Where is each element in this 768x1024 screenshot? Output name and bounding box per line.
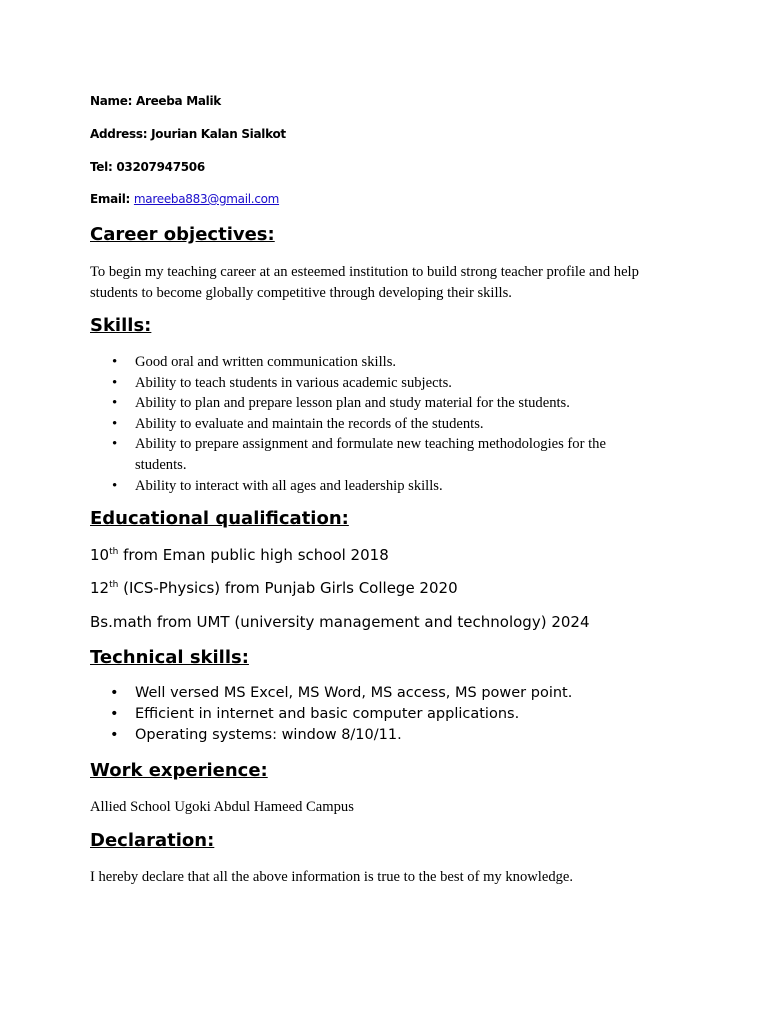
- contact-tel: [90, 160, 205, 174]
- education-text: from Eman public high school 2018: [118, 546, 389, 564]
- email-link[interactable]: mareeba883@gmail.com: [133, 192, 280, 206]
- list-item: • Ability to prepare assignment and formulate new teaching methodologies for the students.: [90, 434, 650, 475]
- grade-number: 12: [90, 579, 110, 597]
- career-text: To begin my teaching career at an esteemed institution to build strong teacher profile and help students to become globally competitive through developing their skills.: [90, 264, 639, 301]
- address-value: Jourian Kalan Sialkot: [151, 127, 286, 141]
- career-heading: Career objectives:: [90, 224, 275, 245]
- list-item: • Good oral and written communication skills.: [90, 352, 650, 373]
- contact-email: [90, 192, 279, 206]
- email-label: Email:: [90, 192, 131, 206]
- list-item: • Well versed MS Excel, MS Word, MS access, MS power point.: [90, 683, 572, 704]
- list-item: • Ability to interact with all ages and leadership skills.: [90, 476, 650, 497]
- education-item: [90, 613, 590, 631]
- grade-suffix: th: [109, 547, 119, 557]
- grade-suffix: th: [109, 580, 119, 590]
- list-item: • Ability to teach students in various academic subjects.: [90, 373, 650, 394]
- contact-address: [90, 127, 286, 141]
- education-text: (ICS-Physics) from Punjab Girls College 2020: [118, 579, 458, 597]
- education-heading: Educational qualification:: [90, 508, 349, 529]
- list-item: • Operating systems: window 8/10/11.: [90, 725, 572, 746]
- name-value: Areeba Malik: [135, 94, 221, 108]
- address-label: Address:: [90, 127, 148, 141]
- list-item: • Ability to plan and prepare lesson plan and study material for the students.: [90, 393, 650, 414]
- education-item: [90, 579, 458, 597]
- tel-label: Tel:: [90, 160, 113, 174]
- skills-list: [90, 352, 650, 496]
- education-text: Bs.math from UMT (university management and technology) 2024: [90, 613, 590, 631]
- work-heading: Work experience:: [90, 760, 268, 781]
- work-text: Allied School Ugoki Abdul Hameed Campus: [90, 799, 354, 815]
- education-item: [90, 546, 389, 564]
- technical-heading: Technical skills:: [90, 647, 249, 668]
- technical-list: [90, 683, 572, 746]
- contact-name: [90, 94, 221, 108]
- declaration-heading: Declaration:: [90, 830, 215, 851]
- list-item: • Ability to evaluate and maintain the records of the students.: [90, 414, 650, 435]
- declaration-text: I hereby declare that all the above information is true to the best of my knowledge.: [90, 869, 574, 885]
- skills-heading: Skills:: [90, 315, 152, 336]
- name-label: Name:: [90, 94, 133, 108]
- list-item: • Efficient in internet and basic computer applications.: [90, 704, 572, 725]
- tel-value: 03207947506: [116, 160, 205, 174]
- grade-number: 10: [90, 546, 110, 564]
